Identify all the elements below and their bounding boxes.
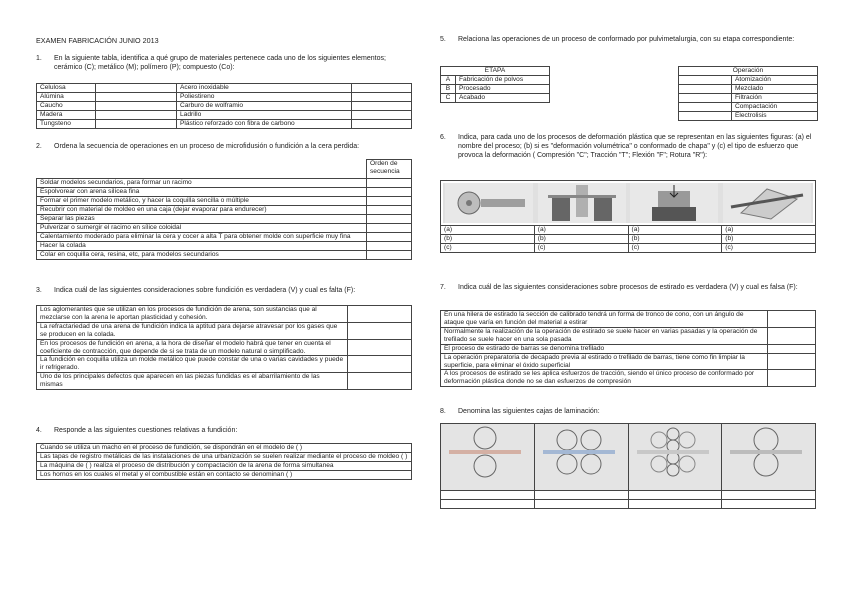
answer-cell[interactable]: [352, 120, 412, 129]
answer-cell[interactable]: [367, 179, 412, 188]
figure-cell: [628, 424, 722, 491]
figure-cell: [441, 424, 535, 491]
answer-cell[interactable]: [679, 103, 732, 112]
figure-row: [441, 181, 816, 226]
operation-text: Soldar modelos secundarios, para formar un racimo: [37, 179, 367, 188]
operacion-table: [678, 66, 818, 121]
table-row: [441, 235, 816, 244]
statement-text: Normalmente la realización de la operación de estirado se suele hacer en varias pasadas y la operación de trefilado se suele hacer en una sola pasada: [441, 327, 768, 344]
answer-cell[interactable]: [367, 188, 412, 197]
deformation-figure-1: [445, 183, 533, 223]
answer-cell[interactable]: [679, 76, 732, 85]
answer-cell[interactable]: [96, 102, 177, 111]
answer-cell[interactable]: [352, 102, 412, 111]
exam-title: EXAMEN FABRICACIÓN JUNIO 2013: [36, 36, 159, 45]
operation-text: Hacer la colada: [37, 242, 367, 251]
table-cell: [37, 160, 367, 179]
table-row: [441, 327, 816, 344]
etapa-letter: C: [441, 94, 456, 103]
answer-cell[interactable]: [96, 93, 177, 102]
material-name: Caucho: [37, 102, 96, 111]
die-block-right: [594, 197, 612, 221]
strip-shape: [543, 450, 615, 454]
table-row: [441, 311, 816, 328]
statement-text: Los aglomerantes que se utilizan en los procesos de fundición de arena, son sustancias que al mezclarse con la arena le aportan plasticidad y cohesión.: [37, 306, 348, 323]
answer-cell[interactable]: [679, 85, 732, 94]
statement-text: Uno de los principales defectos que aparecen en las piezas fundidas es el abarrilamiento de las mismas: [37, 373, 348, 390]
question-text: Denomina las siguientes cajas de laminación:: [458, 408, 600, 415]
material-name: Madera: [37, 111, 96, 120]
question-text: Ordena la secuencia de operaciones en un proceso de microfidusión o fundición a la cera perdida:: [54, 143, 360, 150]
operation-text: Formar el primer modelo metálico, y hacer la coquilla sencilla o múltiple: [37, 197, 367, 206]
answer-cell[interactable]: [534, 500, 628, 509]
statement-text: En una hilera de estirado la sección de calibrado tendrá un forma de tronco de cono, con un ángulo de ataque que varía en función del material a estirar: [441, 311, 768, 328]
operation-text: Pulverizar o sumergir el racimo en sílice coloidal: [37, 224, 367, 233]
table-row: [37, 188, 412, 197]
material-name: Plástico reforzado con fibra de carbono: [177, 120, 352, 129]
answer-cell[interactable]: [768, 344, 816, 353]
etapa-letter: A: [441, 76, 456, 85]
question-line: La máquina de ( ) realiza el proceso de distribución y compactación de la arena de forma simultanea: [37, 462, 412, 471]
material-name: Ladrillo: [177, 111, 352, 120]
question-number: 5.: [440, 36, 446, 43]
table-row: [679, 85, 818, 94]
answer-label[interactable]: (a): [534, 226, 628, 235]
answer-cell[interactable]: [348, 322, 412, 339]
table-row: [37, 206, 412, 215]
answer-label[interactable]: (b): [628, 235, 722, 244]
table-row: [441, 491, 816, 500]
rolling-mill-table: [440, 423, 816, 509]
material-name: Carburo de wolframio: [177, 102, 352, 111]
answer-cell[interactable]: [768, 353, 816, 370]
answer-cell[interactable]: [679, 94, 732, 103]
answer-cell[interactable]: [367, 242, 412, 251]
etapa-name: Procesado: [456, 85, 550, 94]
answer-label[interactable]: (a): [441, 226, 535, 235]
rolling-figure-1: [443, 426, 527, 478]
operation-text: Separar las piezas: [37, 215, 367, 224]
etapa-name: Fabricación de polvos: [456, 76, 550, 85]
question-number: 6.: [440, 134, 446, 141]
material-name: Poliestireno: [177, 93, 352, 102]
operation-name: Atomización: [732, 76, 818, 85]
table-row: [37, 356, 412, 373]
etapa-name: Acabado: [456, 94, 550, 103]
answer-cell[interactable]: [367, 233, 412, 242]
strip-shape: [637, 450, 709, 454]
answer-cell[interactable]: [768, 327, 816, 344]
etapa-letter: B: [441, 85, 456, 94]
strip-shape: [449, 450, 521, 454]
workpiece-shape: [481, 199, 525, 207]
answer-cell[interactable]: [367, 206, 412, 215]
question-number: 8.: [440, 408, 446, 415]
table-row: [37, 322, 412, 339]
operation-text: Colar en coquilla cera, resina, etc, para modelos secundarios: [37, 251, 367, 260]
answer-cell[interactable]: [768, 311, 816, 328]
operation-text: Calentamiento moderado para eliminar la cera y cocer a alta T para obtener molde con superficie muy fina: [37, 233, 367, 242]
operation-text: Espolvorear con arena silícea fina: [37, 188, 367, 197]
rolling-figure-2: [537, 426, 621, 478]
figure-cell: [441, 181, 816, 226]
table-row: [679, 76, 818, 85]
table-row: [37, 233, 412, 242]
table-row: [37, 179, 412, 188]
table-row: [679, 94, 818, 103]
figures-strip: [443, 183, 813, 223]
answer-label[interactable]: (b): [534, 235, 628, 244]
answer-label[interactable]: (a): [722, 226, 816, 235]
table-header-row: [37, 160, 412, 179]
foundry-vf-table: [36, 305, 412, 390]
rolling-figure-4: [724, 426, 808, 478]
table-row: [441, 94, 550, 103]
question-number: 7.: [440, 284, 446, 291]
figure-cell: [534, 424, 628, 491]
strip-shape: [730, 450, 802, 454]
statement-text: A los procesos de estirado se les aplica esfuerzos de tracción, siendo el único proceso de conformado por deformación plástica donde no se dan esfuerzos de compresión: [441, 370, 768, 387]
question-text: Responde a las siguientes cuestiones relativas a fundición:: [54, 427, 238, 434]
answer-cell[interactable]: [722, 491, 816, 500]
table-row: [37, 84, 412, 93]
sequence-table: [36, 159, 412, 260]
etapa-table: [440, 66, 550, 103]
answer-cell[interactable]: [348, 339, 412, 356]
operacion-header: Operación: [679, 67, 818, 76]
answer-cell[interactable]: [367, 224, 412, 233]
question-number: 2.: [36, 143, 42, 150]
material-name: Acero inoxidable: [177, 84, 352, 93]
statement-text: El proceso de estirado de barras se denomina trefilado: [441, 344, 768, 353]
operation-name: Mezclado: [732, 85, 818, 94]
operation-text: Recubrir con material de moldeo en una caja (dejar evaporar para endurecer): [37, 206, 367, 215]
answer-cell[interactable]: [96, 120, 177, 129]
statement-text: La refractariedad de una arena de fundición indica la aptitud para dejarse atravesar por los gases que se producen en la colada.: [37, 322, 348, 339]
statement-text: En los procesos de fundición en arena, a la hora de diseñar el modelo habrá que tener en cuenta el coeficiente de contracción, que depende de si se trata de un modelo natural o simplificado.: [37, 339, 348, 356]
table-row: [37, 339, 412, 356]
table-row: [37, 373, 412, 390]
answer-cell[interactable]: [348, 356, 412, 373]
table-row: [441, 226, 816, 235]
answer-cell[interactable]: [628, 491, 722, 500]
table-row: [441, 244, 816, 253]
table-row: [441, 344, 816, 353]
material-name: Celulosa: [37, 84, 96, 93]
answer-cell[interactable]: [352, 84, 412, 93]
drawing-vf-table: [440, 310, 816, 387]
rolling-figure-3: [631, 426, 715, 478]
answer-label[interactable]: (c): [722, 244, 816, 253]
table-row: [441, 353, 816, 370]
table-row: [37, 215, 412, 224]
etapa-header: ETAPA: [441, 67, 550, 76]
table-row: [37, 102, 412, 111]
answer-cell[interactable]: [441, 491, 535, 500]
operation-name: Filtración: [732, 94, 818, 103]
answer-cell[interactable]: [679, 112, 732, 121]
table-row: [37, 224, 412, 233]
answer-cell[interactable]: [96, 84, 177, 93]
table-row: [37, 111, 412, 120]
statement-text: La operación preparatoria de decapado previa al estirado o trefilado de barras, tiene como fin limpiar la superficie, para eliminar el óxido superficial: [441, 353, 768, 370]
figure-cell: [722, 424, 816, 491]
answer-cell[interactable]: [96, 111, 177, 120]
table-row: [441, 76, 550, 85]
statement-text: La fundición en coquilla utiliza un molde metálico que puede constar de una o varias cavidades y puede ir refrigerado.: [37, 356, 348, 373]
table-row: [37, 444, 412, 453]
punch-shape: [576, 185, 588, 217]
question-text: Indica, para cada uno de los procesos de deformación plástica que se representan en las siguientes figuras: (a) el nombre del proceso; (b) si es "deformación volumétrica" o conformado de chapa" y (c) el tipo de esfuerzo que provoca la deformación ( Compresión "C"; Tracción "T"; Flexión "F"; Rotura "R"):: [458, 134, 812, 159]
table-row: [37, 462, 412, 471]
question-text: Indica cuál de las siguientes consideraciones sobre fundición es verdadera (V) y cual es falta (F):: [54, 287, 356, 294]
table-row: [37, 453, 412, 462]
deformation-table: [440, 180, 816, 253]
answer-label[interactable]: (b): [722, 235, 816, 244]
table-row: [679, 112, 818, 121]
question-text: Relaciona las operaciones de un proceso de conformado por pulvimetalurgia, con su etapa correspondiente:: [458, 36, 795, 43]
answer-cell[interactable]: [768, 370, 816, 387]
table-row: [37, 251, 412, 260]
material-name: Alúmina: [37, 93, 96, 102]
table-row: [37, 93, 412, 102]
answer-label[interactable]: (b): [441, 235, 535, 244]
deformation-figure-3: [630, 183, 718, 223]
question-number: 3.: [36, 287, 42, 294]
table-header-row: [679, 67, 818, 76]
table-row: [37, 471, 412, 480]
answer-label[interactable]: (a): [628, 226, 722, 235]
answer-cell[interactable]: [367, 251, 412, 260]
answer-cell[interactable]: [628, 500, 722, 509]
answer-cell[interactable]: [441, 500, 535, 509]
question-text: En la siguiente tabla, identifica a qué grupo de materiales pertenece cada uno de los siguientes elementos; cerámico (C); metálico (M); polímero (P); compuesto (Co):: [54, 55, 386, 71]
die-shape: [652, 207, 696, 221]
question-text: Indica cuál de las siguientes consideraciones sobre procesos de estirado es verdadera (V) y cual es falsa (F):: [458, 284, 798, 291]
table-row: [679, 103, 818, 112]
question-line: Los hornos en los cuales el metal y el combustible están en contacto se denominan ( ): [37, 471, 412, 480]
deformation-figure-4: [723, 183, 811, 223]
operation-name: Electrolisis: [732, 112, 818, 121]
question-number: 1.: [36, 55, 42, 62]
foundry-questions-table: [36, 443, 412, 480]
figure-row: [441, 424, 816, 491]
question-line: Las tapas de registro metálicas de las instalaciones de una urbanización se suelen realizar mediante el proceso de moldeo ( ): [37, 453, 412, 462]
answer-cell[interactable]: [348, 373, 412, 390]
table-row: [37, 242, 412, 251]
operation-name: Compactación: [732, 103, 818, 112]
table-row: [441, 370, 816, 387]
answer-cell[interactable]: [352, 93, 412, 102]
material-name: Tungsteno: [37, 120, 96, 129]
answer-cell[interactable]: [534, 491, 628, 500]
question-line: Cuando se utiliza un macho en el proceso de fundición, se dispondrán en el modelo de ( ): [37, 444, 412, 453]
answer-label[interactable]: (c): [628, 244, 722, 253]
answer-label[interactable]: (c): [534, 244, 628, 253]
materials-table: [36, 83, 412, 129]
table-row: [37, 120, 412, 129]
answer-cell[interactable]: [367, 215, 412, 224]
table-row: [441, 500, 816, 509]
table-row: [37, 306, 412, 323]
sheet-shape: [548, 195, 616, 198]
question-number: 4.: [36, 427, 42, 434]
table-row: [441, 85, 550, 94]
answer-cell[interactable]: [348, 306, 412, 323]
answer-label[interactable]: (c): [441, 244, 535, 253]
table-header-row: [441, 67, 550, 76]
table-row: [37, 197, 412, 206]
roller-axis: [466, 200, 472, 206]
answer-cell[interactable]: [722, 500, 816, 509]
answer-cell[interactable]: [367, 197, 412, 206]
sequence-header: Orden de secuencia: [367, 160, 412, 179]
die-block-left: [552, 197, 570, 221]
answer-cell[interactable]: [352, 111, 412, 120]
deformation-figure-2: [538, 183, 626, 223]
